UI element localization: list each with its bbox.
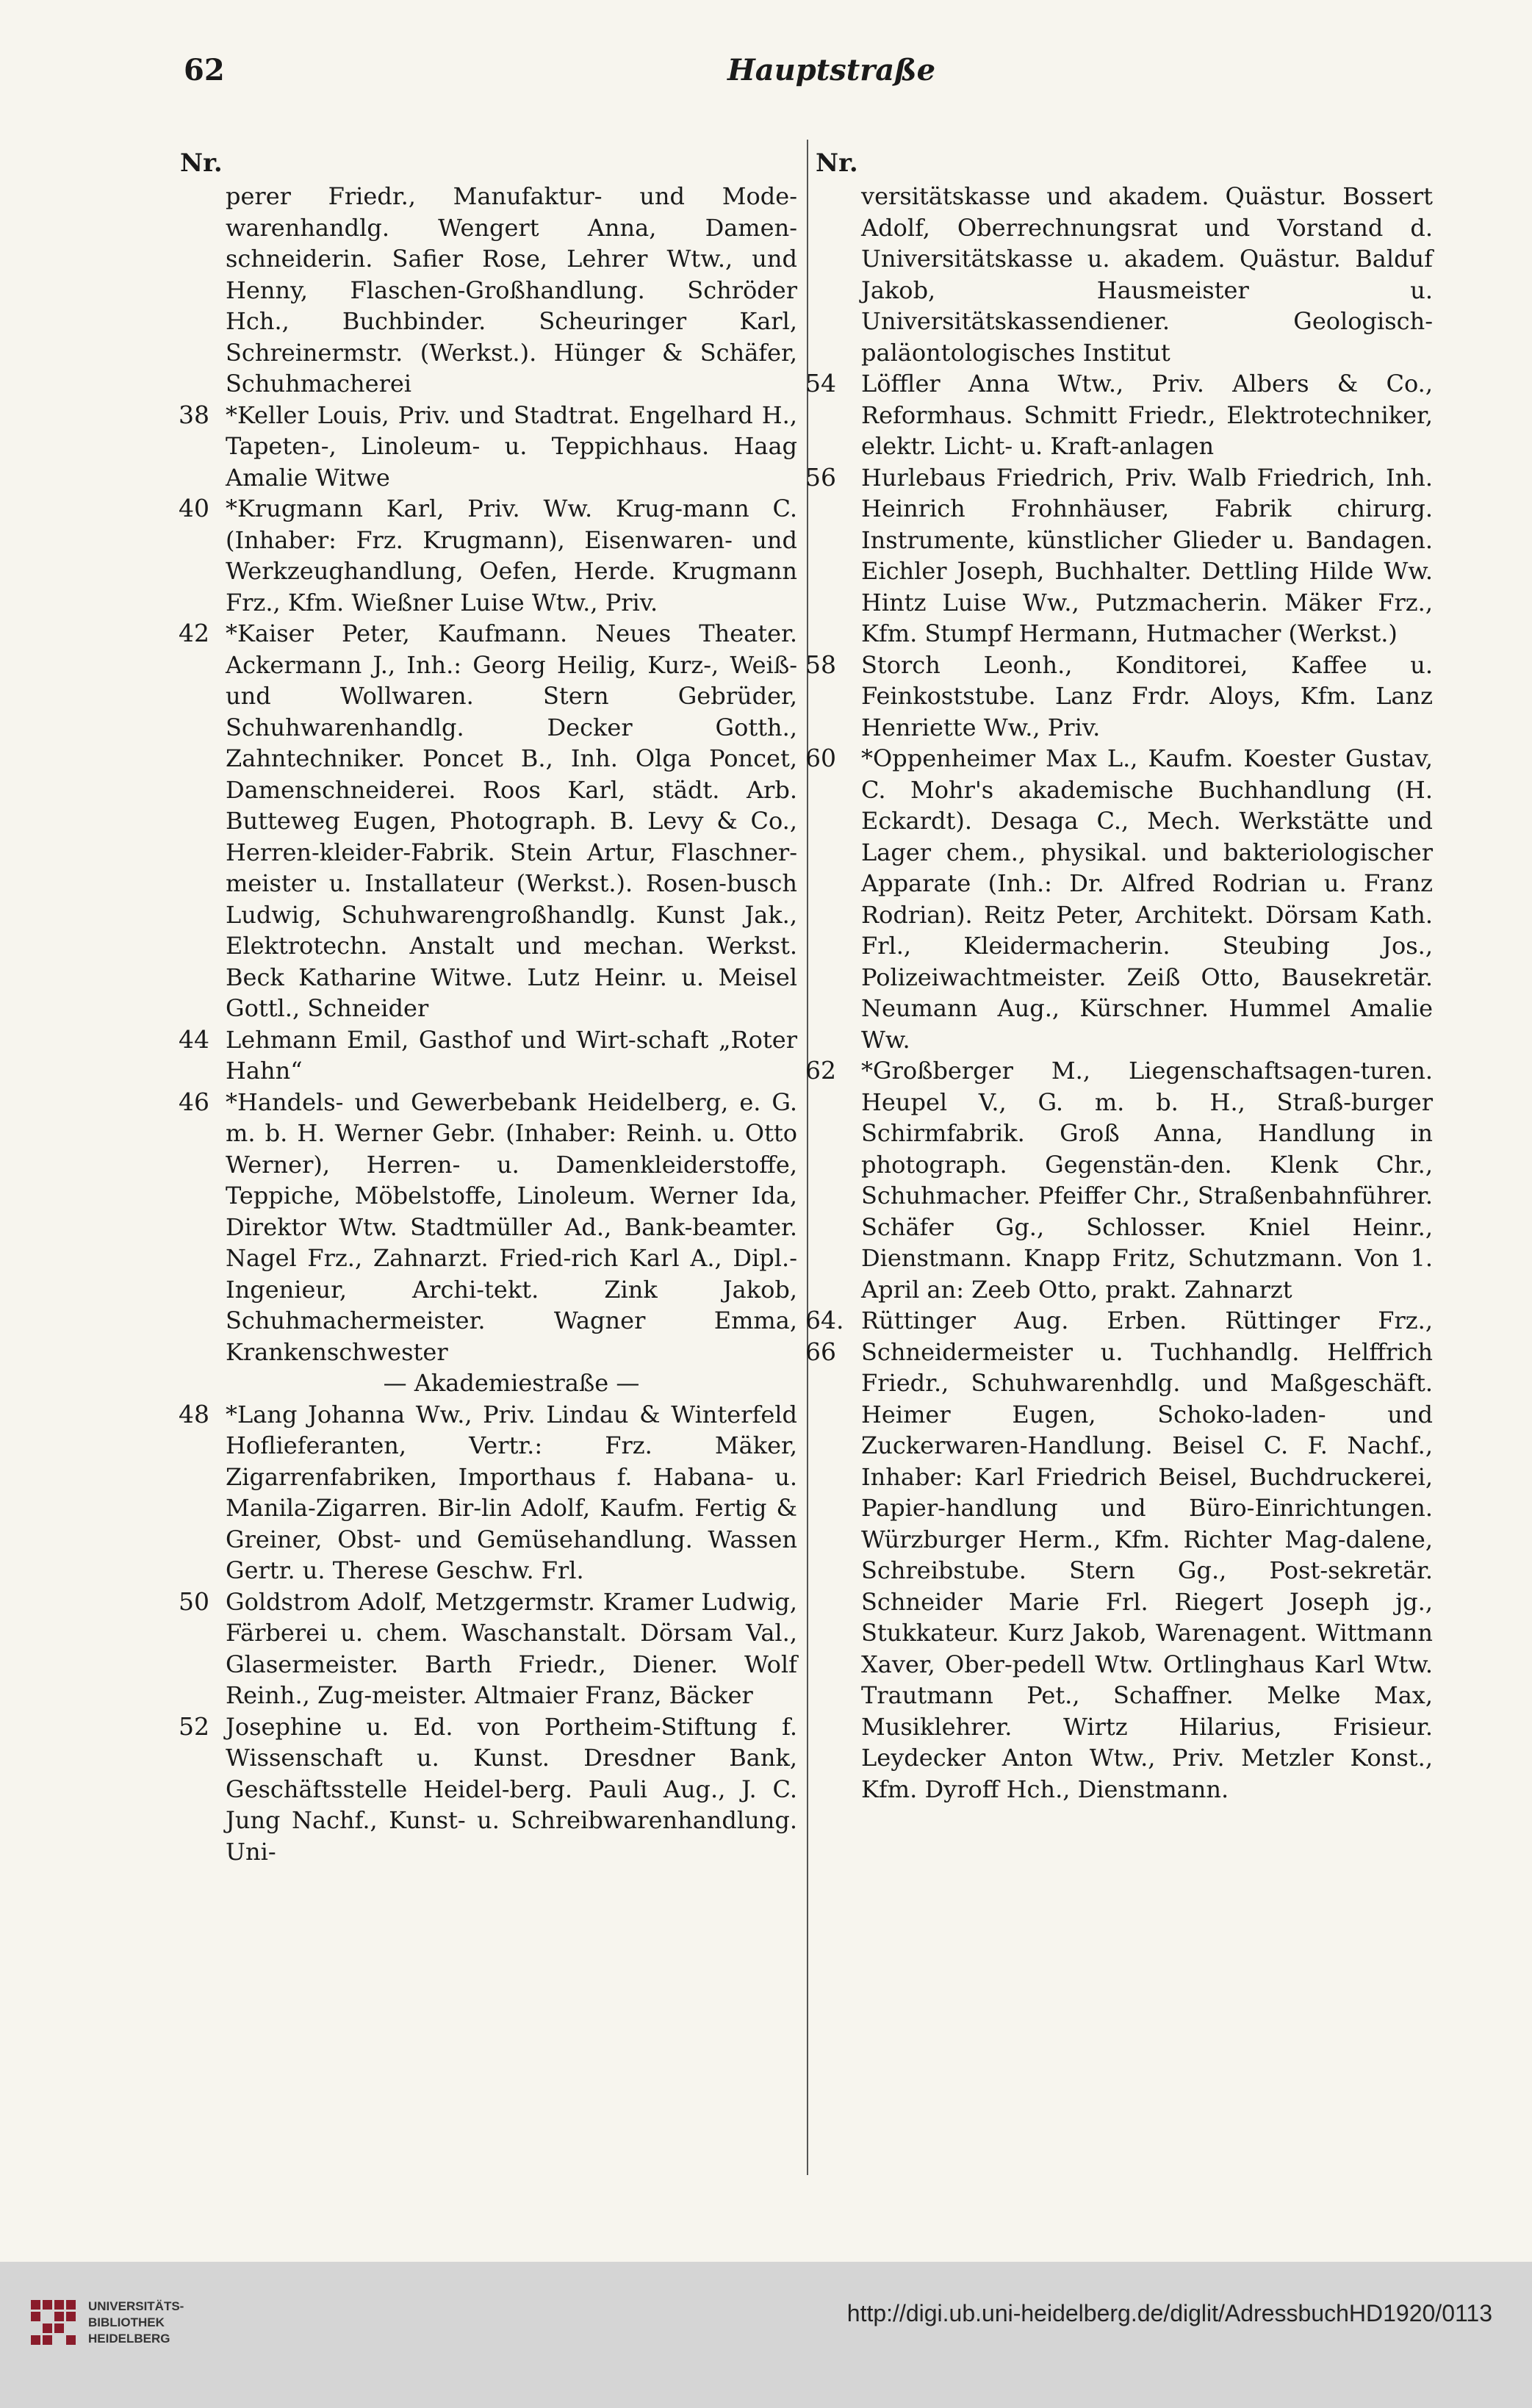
entry-text: *Kaiser Peter, Kaufmann. Neues Theater. Ackermann J., Inh.: Georg Heilig, Kurz-, Weiß- und Wollwaren. Stern Gebrüder, Schuhwarenhandlg. Decker Gotth., Zahntechniker. Poncet B., Inh. Olga Poncet, Damenschneiderei. Roos Karl, städt. Arb. Butteweg Eugen, Photograph. B. Levy & Co., Herren-kleider-Fabrik. Stein Artur, Flaschner-meister u. Installateur (Werkst.). Rosen-busch Ludwig, Schuhwarengroßhandlg. Kunst Jak., Elektrotechn. Anstalt und mechan. Werkst. Beck Katharine Witwe. Lutz Heinr. u. Meisel Gottl., Schneider: [226, 619, 797, 1022]
house-number: 64. 66: [805, 1306, 844, 1366]
entry-text: Goldstrom Adolf, Metzgermstr. Kramer Ludwig, Färberei u. chem. Waschanstalt. Dörsam Val., Glasermeister. Barth Friedr., Diener. Wolf Reinh., Zug-meister. Altmaier Franz, Bäcker: [226, 1587, 797, 1709]
nr-label: Nr.: [816, 148, 858, 178]
library-name: [88, 2299, 184, 2347]
entry-text: *Oppenheimer Max L., Kaufm. Koester Gustav, C. Mohr's akademische Buchhandlung (H. Eckardt). Desaga C., Mech. Werkstätte und Lager chem., physikal. und bakteriologischer Apparate (Inh.: Dr. Alfred Rodrian u. Franz Rodrian). Reitz Peter, Architekt. Dörsam Kath. Frl., Kleidermacherin. Steubing Jos., Polizeiwachtmeister. Zeiß Otto, Bausekretär. Neumann Aug., Kürschner. Hummel Amalie Ww.: [861, 744, 1433, 1054]
entry-text: perer Friedr., Manufaktur- und Mode-warenhandlg. Wengert Anna, Damen-schneiderin. Safier Rose, Lehrer Wtw., und Henny, Flaschen-Großhandlung. Schröder Hch., Buchbinder. Scheuringer Karl, Schreinermstr. (Werkst.). Hünger & Schäfer, Schuhmacherei: [226, 182, 797, 398]
entry-text: Rüttinger Aug. Erben. Rüttinger Frz., Schneidermeister u. Tuchhandlg. Helffrich Friedr., Schuhwarenhdlg. und Maßgeschäft. Heimer Eugen, Schoko-laden- und Zuckerwaren-Handlung. Beisel C. F. Nachf., Inhaber: Karl Friedrich Beisel, Buchdruckerei, Papier-handlung und Büro-Einrichtungen. Würzburger Herm., Kfm. Richter Mag-dalene, Schreibstube. Stern Gg., Post-sekretär. Schneider Marie Frl. Riegert Joseph jg., Stukkateur. Kurz Jakob, Warenagent. Wittmann Xaver, Ober-pedell Wtw. Ortlinghaus Karl Wtw. Trautmann Pet., Schaffner. Melke Max, Musiklehrer. Wirtz Hilarius, Frisieur. Leydecker Anton Wtw., Priv. Metzler Konst., Kfm. Dyroff Hch., Dienstmann.: [861, 1307, 1433, 1803]
entry-text: *Großberger M., Liegenschaftsagen-turen. Heupel V., G. m. b. H., Straß-burger Schirmfabrik. Groß Anna, Handlung in photograph. Gegenstän-den. Klenk Chr., Schuhmacher. Pfeiffer Chr., Straßenbahnführer. Schäfer Gg., Schlosser. Kniel Heinr., Dienstmann. Knapp Fritz, Schutzmann. Von 1. April an: Zeeb Otto, prakt. Zahnarzt: [861, 1057, 1433, 1304]
house-number: 58: [805, 650, 836, 679]
directory-entry: [180, 1024, 797, 1087]
entry-text: Hurlebaus Friedrich, Priv. Walb Friedrich, Inh. Heinrich Frohnhäuser, Fabrik chirurg. Instrumente, künstlicher Glieder u. Bandagen. Eichler Joseph, Buchhalter. Dettling Hilde Ww. Hintz Luise Ww., Putzmacherin. Mäker Frz., Kfm. Stumpf Hermann, Hutmacher (Werkst.): [861, 463, 1433, 647]
entry-text: *Handels- und Gewerbebank Heidelberg, e. G. m. b. H. Werner Gebr. (Inhaber: Reinh. u. Otto Werner), Herren- u. Damenkleiderstoffe, Teppiche, Möbelstoffe, Linoleum. Werner Ida, Direktor Wtw. Stadtmüller Ad., Bank-beamter. Nagel Frz., Zahnarzt. Fried-rich Karl A., Dipl.-Ingenieur, Archi-tekt. Zink Jakob, Schuhmachermeister. Wagner Emma, Krankenschwester: [226, 1088, 797, 1366]
house-number: 38: [179, 400, 209, 429]
directory-entry: [180, 1367, 797, 1399]
directory-entry: [805, 650, 1433, 744]
entry-text: Lehmann Emil, Gasthof und Wirt-schaft „Roter Hahn“: [226, 1025, 797, 1085]
house-number: 56: [805, 462, 836, 492]
library-name-line: BIBLIOTHEK: [88, 2315, 165, 2329]
directory-entry: [180, 1711, 797, 1868]
entry-text: versitätskasse und akadem. Quästur. Bossert Adolf, Oberrechnungsrat und Vorstand d. Universitätskasse u. akadem. Quästur. Balduf Jakob, Hausmeister u. Universitätskassendiener. Geologisch-paläontologisches Institut: [861, 182, 1433, 367]
left-entries: [180, 181, 797, 1867]
entry-text: *Keller Louis, Priv. und Stadtrat. Engelhard H., Tapeten-, Linoleum- u. Teppichhaus. Haag Amalie Witwe: [226, 400, 797, 492]
right-column: [805, 147, 1433, 1805]
house-number: 44: [179, 1024, 209, 1054]
house-number: 40: [179, 494, 209, 522]
house-number: 54: [805, 369, 836, 398]
directory-entry: [180, 493, 797, 618]
house-number: 50: [179, 1586, 209, 1616]
house-number: 46: [179, 1087, 209, 1116]
cross-street-heading: — Akademiestraße —: [383, 1369, 640, 1397]
house-number: 48: [179, 1399, 209, 1428]
directory-entry: [180, 1087, 797, 1368]
library-name-line: UNIVERSITÄTS-: [88, 2299, 184, 2313]
running-head: Hauptstraße: [727, 53, 936, 87]
column-divider: [807, 140, 808, 2175]
directory-entry: [180, 400, 797, 494]
source-url-link[interactable]: http://digi.ub.uni-heidelberg.de/diglit/AdressbuchHD1920/0113: [846, 2300, 1492, 2326]
library-logo-icon: [28, 2297, 79, 2348]
house-number: 60: [805, 744, 836, 772]
house-number: 42: [179, 619, 209, 647]
directory-entry: [805, 743, 1433, 1055]
directory-entry: [805, 368, 1433, 462]
directory-entry: [805, 1305, 1433, 1805]
entry-text: Storch Leonh., Konditorei, Kaffee u. Feinkoststube. Lanz Frdr. Aloys, Kfm. Lanz Henriette Ww., Priv.: [861, 650, 1433, 741]
directory-entry: [816, 181, 1433, 368]
entry-text: *Krugmann Karl, Priv. Ww. Krug-mann C. (Inhaber: Frz. Krugmann), Eisenwaren- und Werkzeughandlung, Oefen, Herde. Krugmann Frz., Kfm. Wießner Luise Wtw., Priv.: [226, 495, 797, 617]
directory-entry: [180, 181, 797, 400]
left-column: [180, 147, 797, 1867]
entry-text: Löffler Anna Wtw., Priv. Albers & Co., Reformhaus. Schmitt Friedr., Elektrotechniker, elektr. Licht- u. Kraft-anlagen: [861, 370, 1433, 460]
nr-label: Nr.: [180, 148, 223, 178]
entry-text: *Lang Johanna Ww., Priv. Lindau & Winterfeld Hoflieferanten, Vertr.: Frz. Mäker, Zigarrenfabriken, Importhaus f. Habana- u. Manila-Zigarren. Bir-lin Adolf, Kaufm. Fertig & Greiner, Obst- und Gemüsehandlung. Wassen Gertr. u. Therese Geschw. Frl.: [226, 1400, 797, 1584]
house-number: 62: [805, 1056, 836, 1085]
directory-entry: [805, 462, 1433, 650]
directory-entry: [805, 1055, 1433, 1305]
directory-entry: [180, 1399, 797, 1586]
house-number: 52: [179, 1711, 209, 1741]
directory-entry: [180, 1586, 797, 1711]
right-entries: [805, 181, 1433, 1805]
footer-bar: [0, 2262, 1532, 2408]
entry-text: Josephine u. Ed. von Portheim-Stiftung f. Wissenschaft u. Kunst. Dresdner Bank, Geschäftsstelle Heidel-berg. Pauli Aug., J. C. Jung Nachf., Kunst- u. Schreibwarenhandlung. Uni-: [226, 1712, 797, 1866]
page-number: 62: [184, 53, 225, 87]
directory-entry: [180, 618, 797, 1024]
library-name-line: HEIDELBERG: [88, 2332, 170, 2346]
